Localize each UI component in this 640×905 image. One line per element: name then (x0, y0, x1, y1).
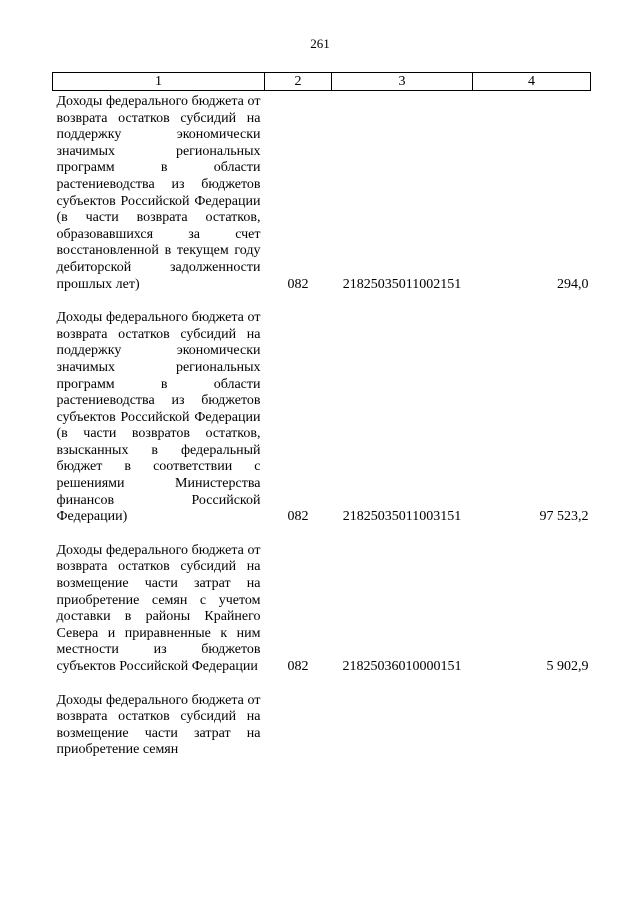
table-row (53, 533, 591, 683)
row-budget-code: 21825035011003151 (342, 509, 462, 525)
table-row (53, 91, 591, 301)
row-amount: 5 902,9 (546, 659, 589, 674)
row-admin-code: 082 (287, 659, 309, 674)
revenue-table (52, 72, 591, 766)
row-admin-code: 082 (287, 509, 309, 525)
row-budget-code: 21825036010000151 (342, 659, 462, 674)
row-description: Доходы федерального бюджета от возврата остатков субсидий на поддержку экономически значимых региональных программ в области растениеводства из бюджетов субъектов Российской Федерации (в части возвратов остатков, взысканных в федеральный бюджет в соответствии с решениями Министерства финансов Российской Федерации) (56, 310, 261, 525)
table-header (53, 73, 591, 91)
row-budget-code (332, 683, 473, 766)
row-amount: 97 523,2 (539, 509, 589, 525)
row-amount: 294,0 (557, 276, 589, 292)
page-number: 261 (310, 36, 330, 51)
table-row (53, 683, 591, 766)
column-header-2: 2 (265, 73, 332, 91)
row-admin-code (265, 683, 332, 766)
row-admin-code: 082 (287, 276, 309, 292)
row-description: Доходы федерального бюджета от возврата остатков субсидий на возмещение части затрат на приобретение семян (56, 692, 261, 758)
table-row (53, 300, 591, 533)
row-description: Доходы федерального бюджета от возврата остатков субсидий на поддержку экономически значимых региональных программ в области растениеводства из бюджетов субъектов Российской Федерации (в части возврата остатков, образовавшихся за счет восстановленной в текущем году дебиторской задолженности прошлых лет) (56, 94, 261, 292)
column-header-4: 4 (473, 73, 591, 91)
header-row (53, 73, 591, 91)
row-description: Доходы федерального бюджета от возврата остатков субсидий на возмещение части затрат на приобретение семян с учетом доставки в районы Крайнего Севера и приравненные к ним местности из бюджетов субъектов Российской Федерации (56, 542, 261, 674)
table-body (53, 91, 591, 766)
row-budget-code: 21825035011002151 (342, 276, 462, 292)
column-header-3: 3 (332, 73, 473, 91)
row-amount (473, 683, 591, 766)
column-header-1: 1 (53, 73, 265, 91)
